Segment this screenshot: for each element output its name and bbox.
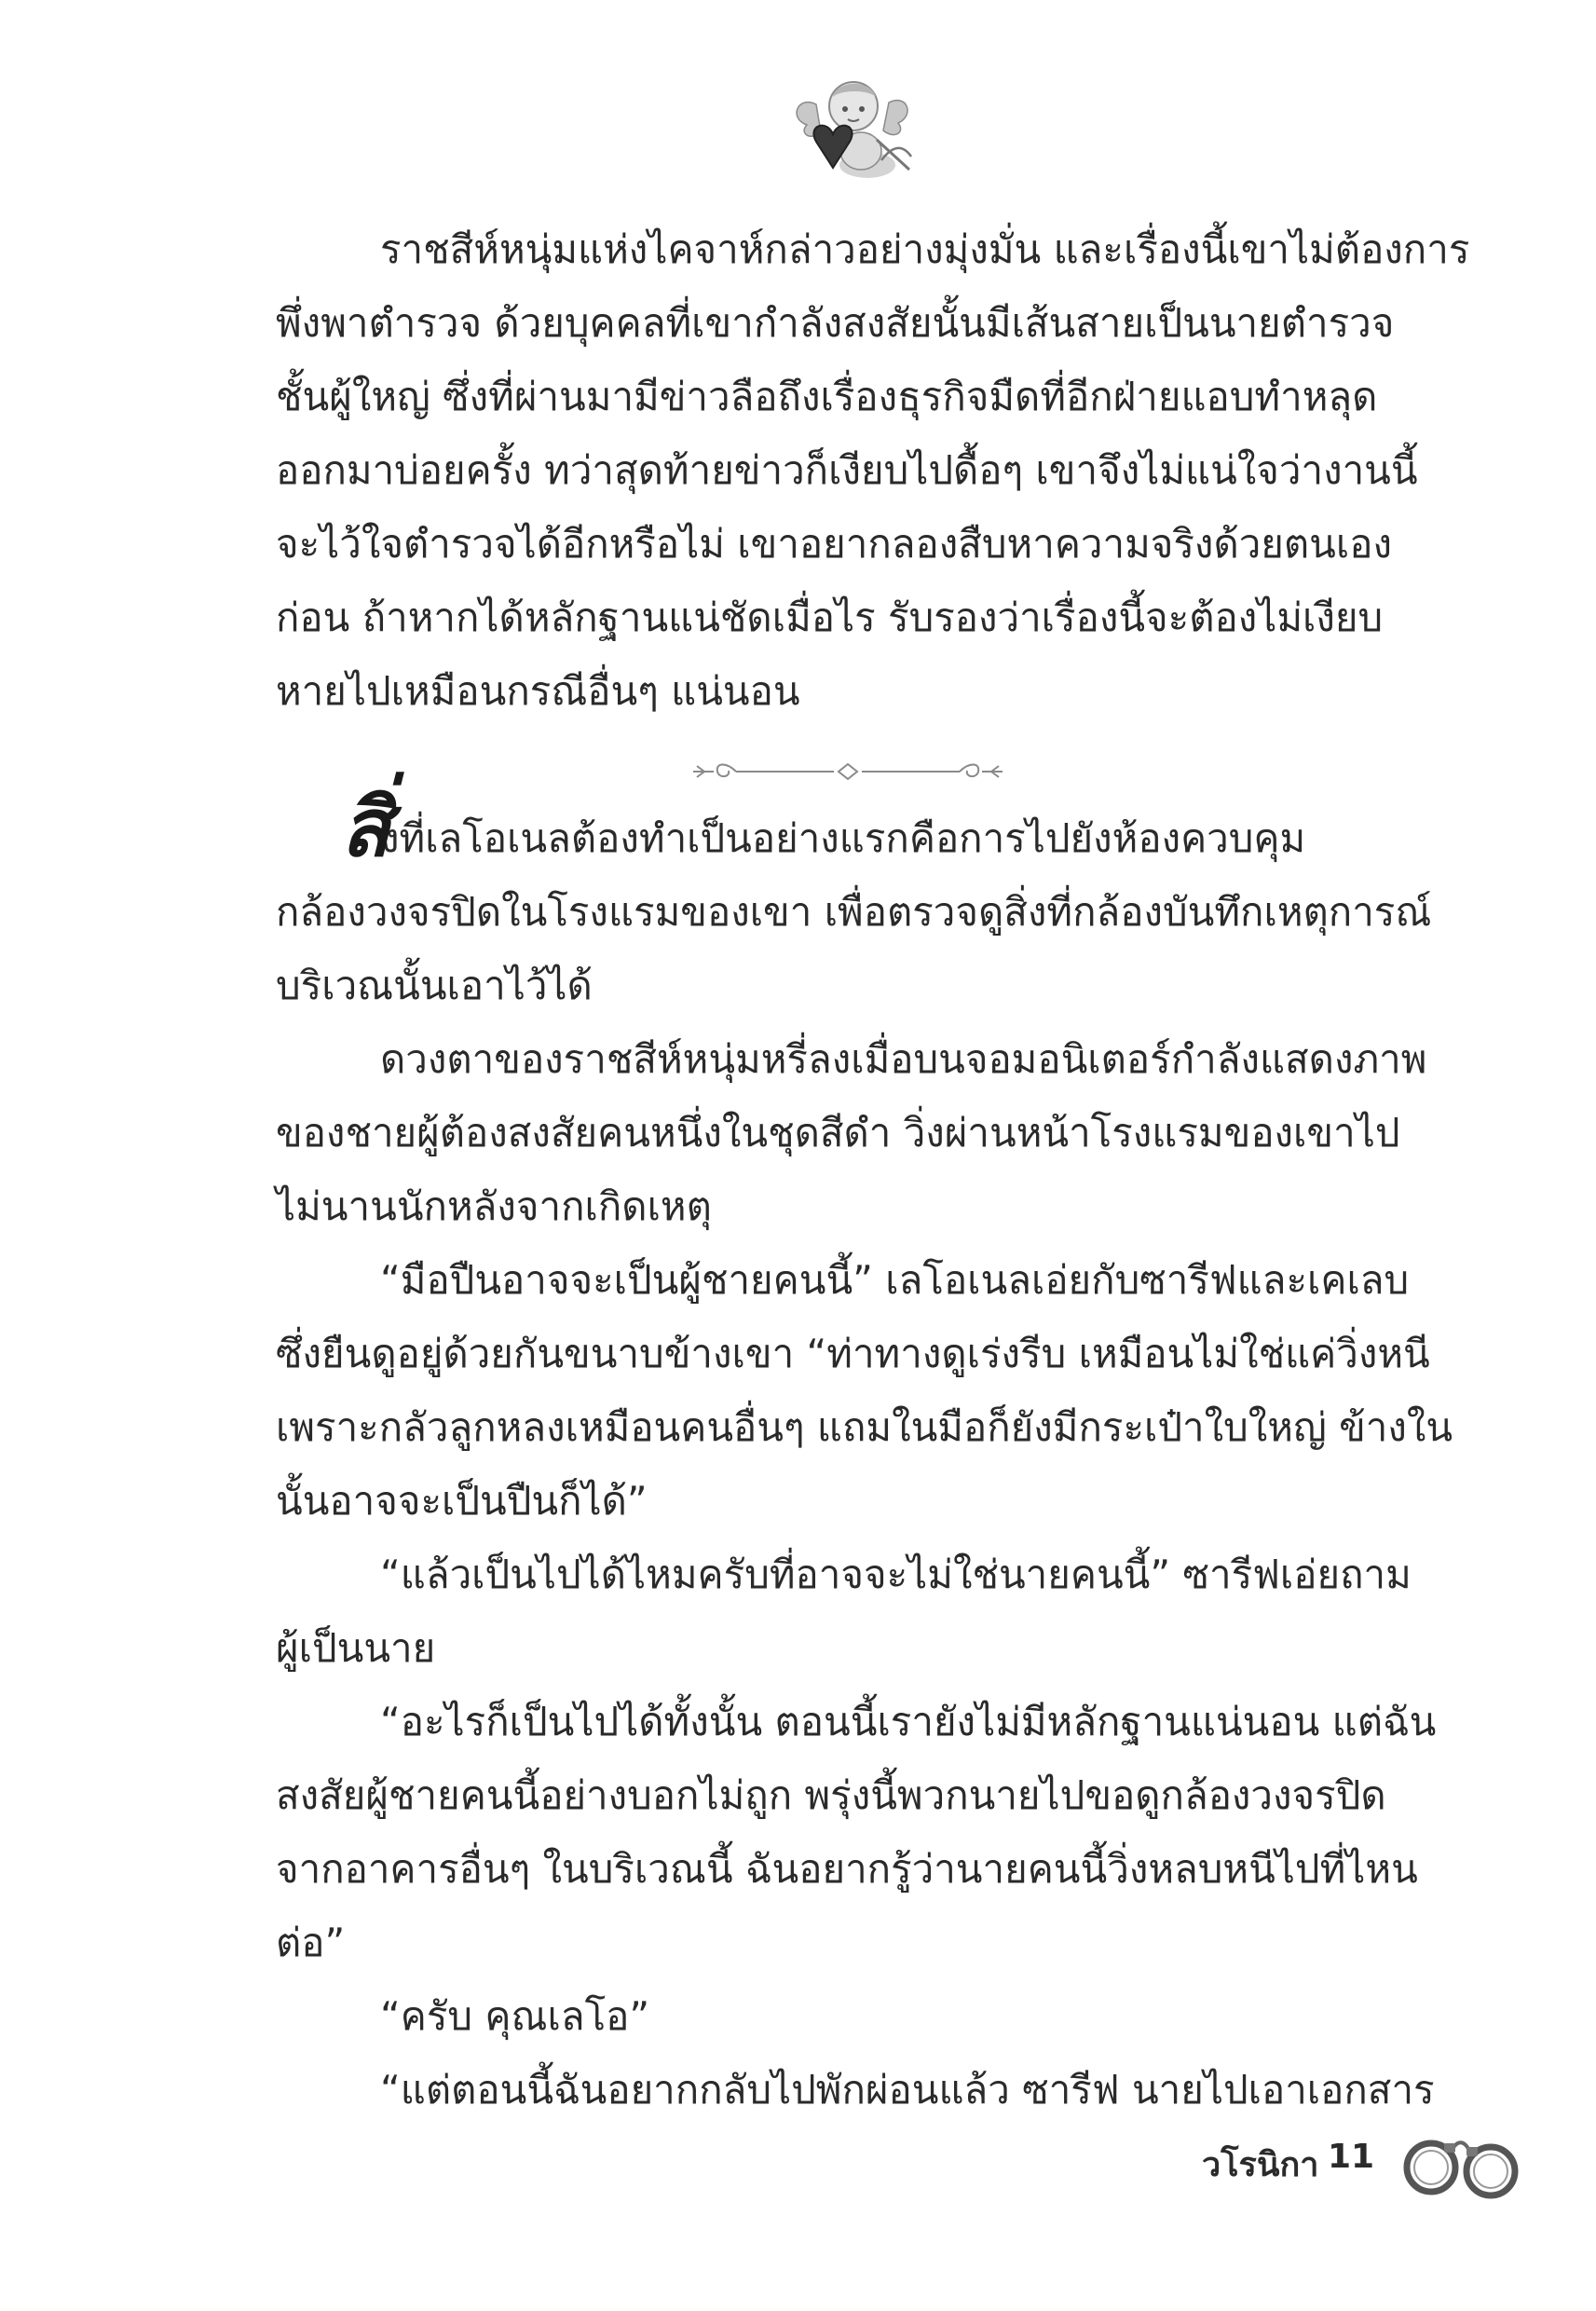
paragraph-line: ดวงตาของราชสีห์หนุ่มหรี่ลงเมื่อบนจอมอนิเตอร์กำลังแสดงภาพ [380,1036,1427,1082]
handcuffs-icon [1398,2115,1523,2208]
paragraph-line: “แต่ตอนนี้ฉันอยากกลับไปพักผ่อนแล้ว ซารีฟ นายไปเอาเอกสาร [380,2067,1435,2113]
paragraph-line: “ครับ คุณเลโอ” [380,1993,650,2039]
paragraph-line: ซึ่งยืนดูอยู่ด้วยกันขนาบข้างเขา “ท่าทางดูเร่งรีบ เหมือนไม่ใช่แค่วิ่งหนี [276,1331,1430,1376]
drop-cap: สิ่ [341,782,390,875]
paragraph-line: ราชสีห์หนุ่มแห่งไคจาห์กล่าวอย่างมุ่งมั่น และเรื่องนี้เขาไม่ต้องการ [380,226,1470,272]
footer-book-title: วโรนิกา [1202,2146,1319,2184]
paragraph-line: “อะไรก็เป็นไปได้ทั้งนั้น ตอนนี้เรายังไม่มีหลักฐานแน่นอน แต่ฉัน [380,1699,1437,1744]
paragraph-line: นั้นอาจจะเป็นปืนก็ได้” [276,1478,648,1524]
paragraph-line: จากอาคารอื่นๆ ในบริเวณนี้ ฉันอยากรู้ว่านายคนนี้วิ่งหลบหนีไปที่ไหน [276,1846,1418,1892]
paragraph-line: ชั้นผู้ใหญ่ ซึ่งที่ผ่านมามีข่าวลือถึงเรื่องธุรกิจมืดที่อีกฝ่ายแอบทำหลุด [276,374,1378,419]
paragraph-line: ไม่นานนักหลังจากเกิดเหตุ [276,1183,712,1229]
paragraph-line: ก่อน ถ้าหากได้หลักฐานแน่ชัดเมื่อไร รับรองว่าเรื่องนี้จะต้องไม่เงียบ [276,595,1384,640]
section-spacer [276,728,1420,801]
paragraph-line: หายไปเหมือนกรณีอื่นๆ แน่นอน [276,668,800,714]
paragraph-line: ต่อ” [276,1920,346,1965]
paragraph-line: บริเวณนั้นเอาไว้ได้ [276,963,593,1008]
paragraph-line: “แล้วเป็นไปได้ไหมครับที่อาจจะไม่ใช่นายคนนี้” ซารีฟเอ่ยถาม [380,1552,1412,1597]
paragraph-line: เพราะกลัวลูกหลงเหมือนคนอื่นๆ แถมในมือก็ยังมีกระเป๋าใบใหญ่ ข้างใน [276,1404,1453,1450]
page-number: 11 [1328,2138,1375,2176]
section-first-line [276,782,1420,875]
cupid-with-heart-icon [779,67,919,188]
section-first-line-text: งที่เลโอเนลต้องทำเป็นอย่างแรกคือการไปยังห้องควบคุม [380,815,1306,861]
paragraph-line: กล้องวงจรปิดในโรงแรมของเขา เพื่อตรวจดูสิ่งที่กล้องบันทึกเหตุการณ์ [276,889,1432,935]
paragraph-line: ของชายผู้ต้องสงสัยคนหนึ่งในชุดสีดำ วิ่งผ่านหน้าโรงแรมของเขาไป [276,1110,1400,1156]
paragraph-line: ผู้เป็นนาย [276,1625,436,1671]
body-text [276,212,1470,2126]
paragraph-line: “มือปืนอาจจะเป็นผู้ชายคนนี้” เลโอเนลเอ่ยกับซารีฟและเคเลบ [380,1257,1410,1303]
paragraph-line: พึ่งพาตำรวจ ด้วยบุคคลที่เขากำลังสงสัยนั้นมีเส้นสายเป็นนายตำรวจ [276,300,1395,346]
paragraph-line: จะไว้ใจตำรวจได้อีกหรือไม่ เขาอยากลองสืบหาความจริงด้วยตนเอง [276,521,1392,567]
paragraph-line: สงสัยผู้ชายคนนี้อย่างบอกไม่ถูก พรุ่งนี้พวกนายไปขอดูกล้องวงจรปิด [276,1772,1386,1818]
paragraph-line: ออกมาบ่อยครั้ง ทว่าสุดท้ายข่าวก็เงียบไปดื้อๆ เขาจึงไม่แน่ใจว่างานนี้ [276,447,1418,493]
